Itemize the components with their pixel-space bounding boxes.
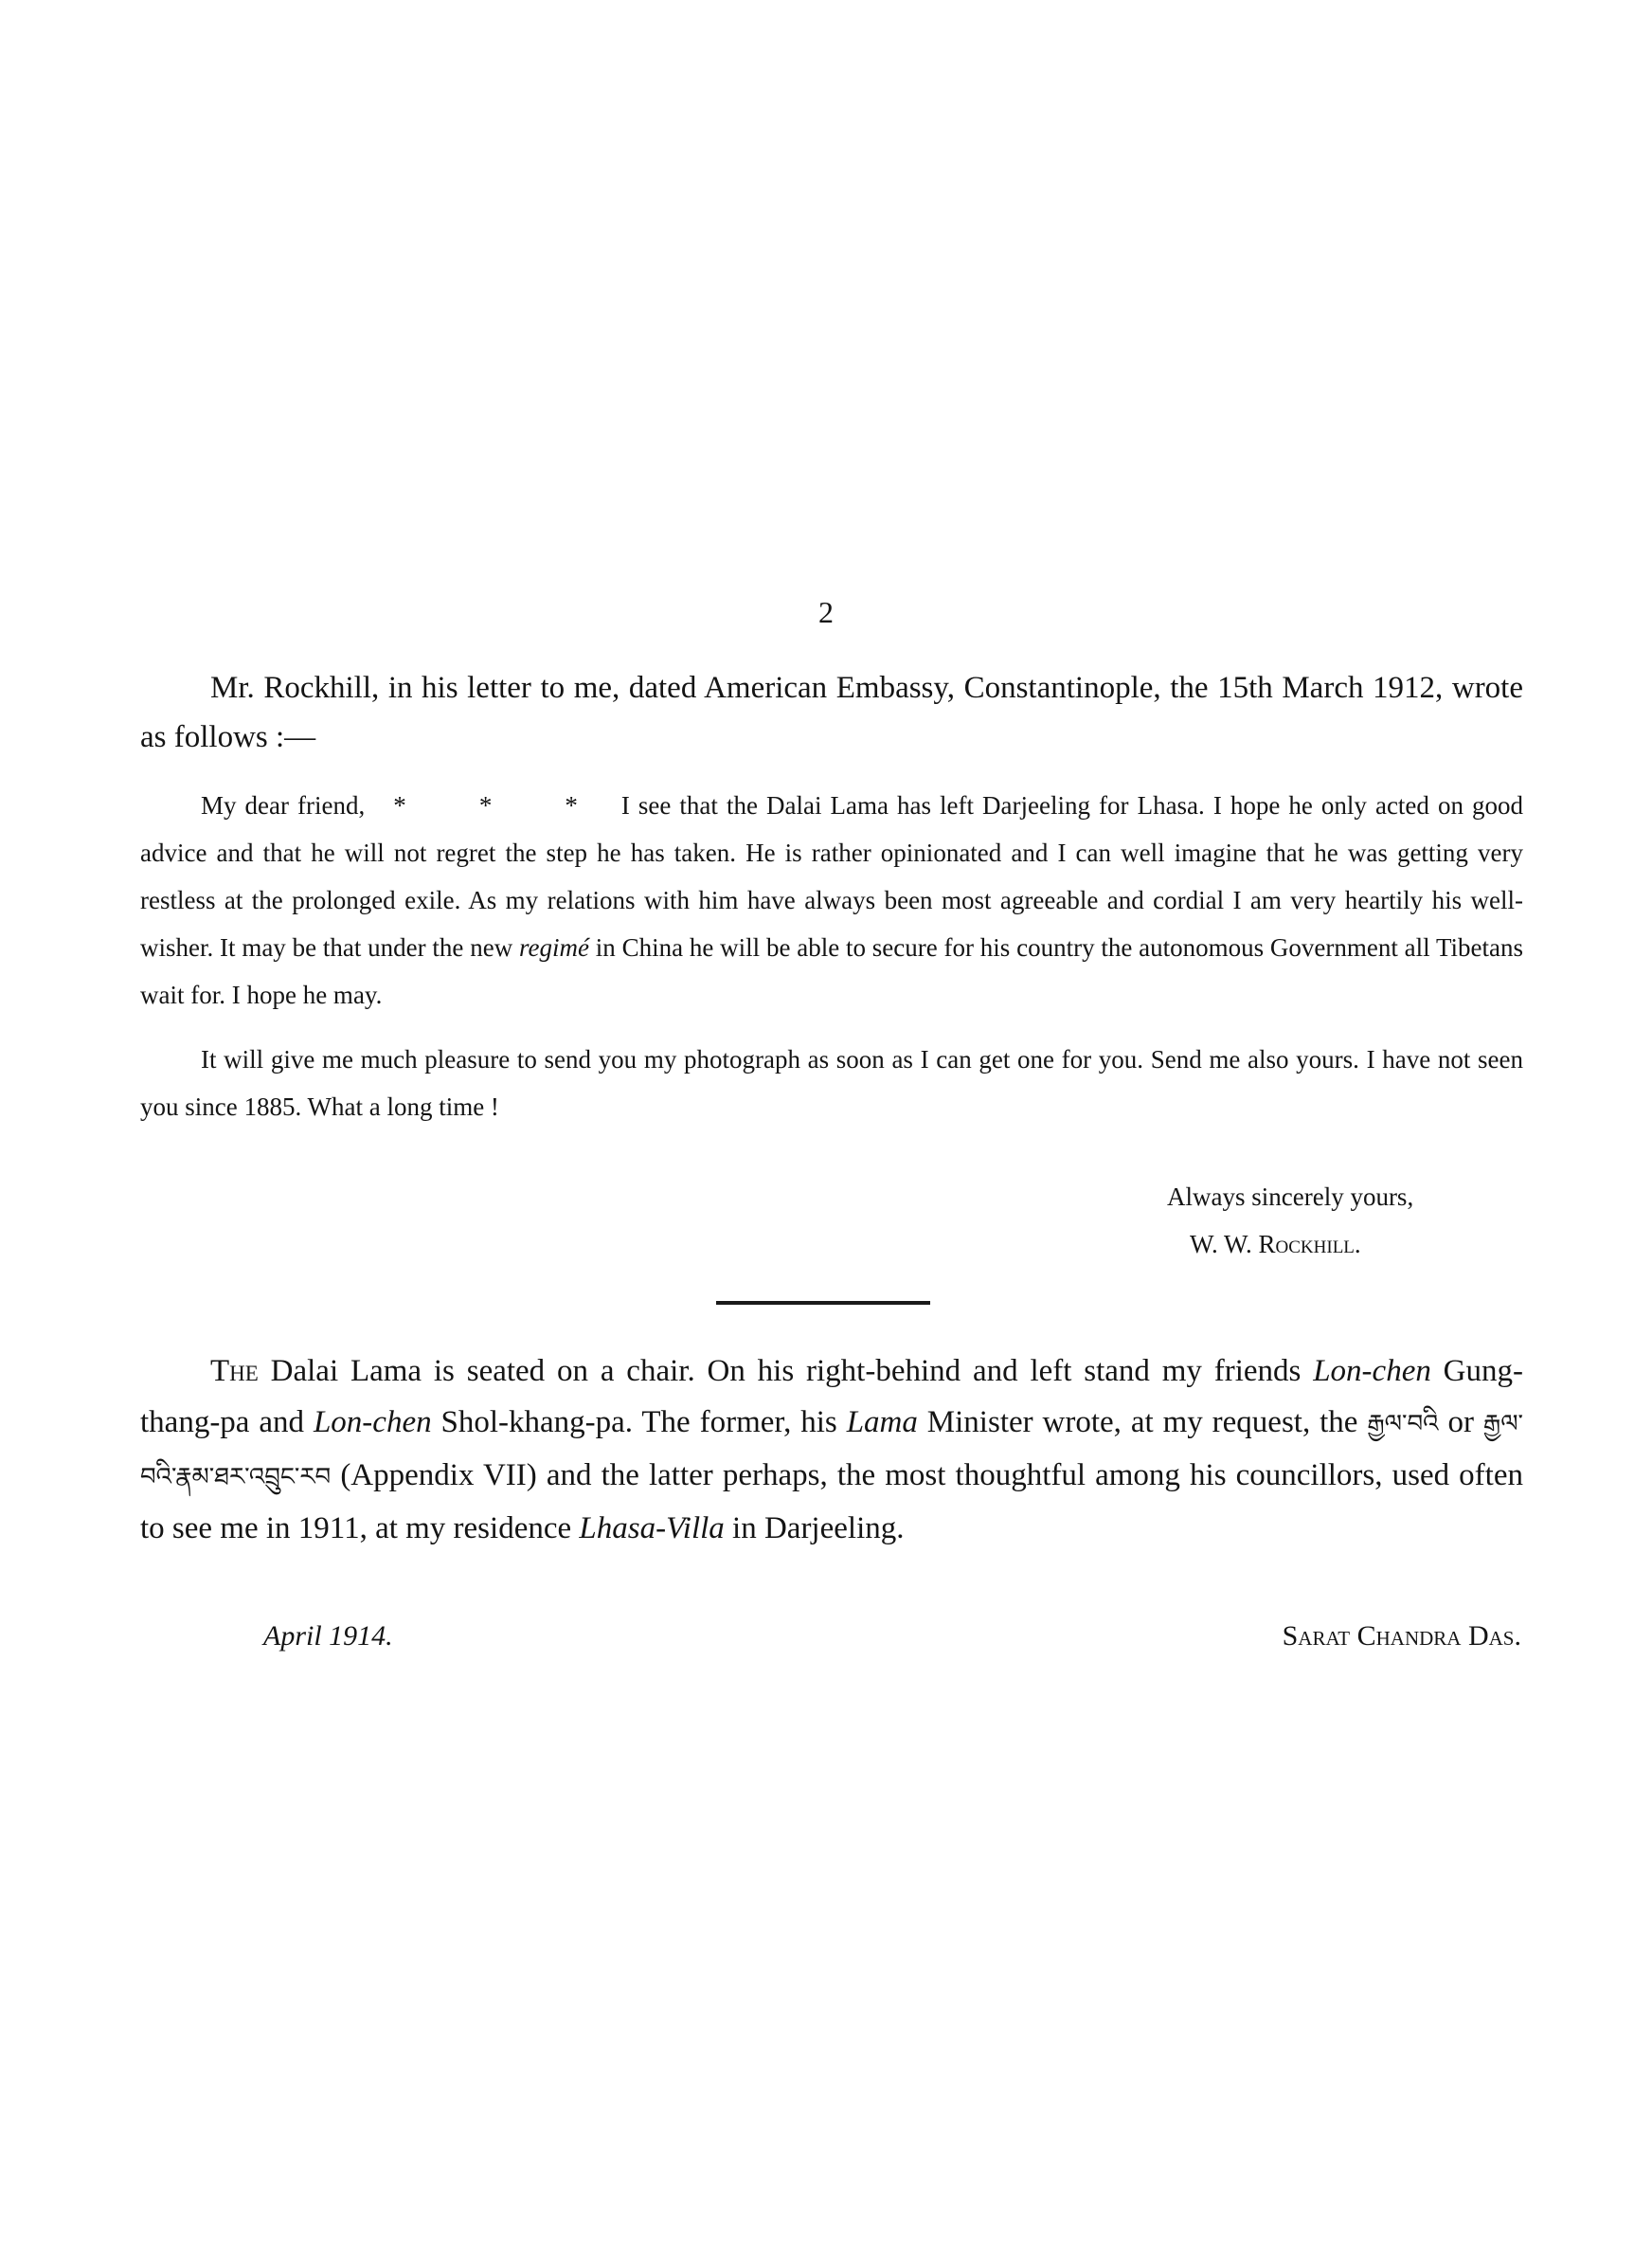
caption-text-5: or [1447,1405,1474,1439]
caption-lead: The [210,1354,259,1388]
caption-text-4: Minister wrote, at my request, the [926,1405,1358,1439]
caption-italic-1: Lon-chen [1313,1354,1431,1388]
letter-paragraph-1 [140,782,1523,1019]
letter-text-1b: in China he will be able to secure for his country the autonomous Government all Tibetans wait for. I hope he may. [140,933,1524,1009]
caption-text-1: Dalai Lama is seated on a chair. On his right-behind and left stand my friends [270,1354,1302,1388]
tibetan-text-1: རྒྱལ་བའི [1367,1410,1439,1438]
photo-caption-paragraph [140,1345,1523,1554]
caption-text-2: Gung-thang-pa and [140,1354,1523,1439]
letter-closing [1167,1173,1413,1268]
letter-signature: W. W. Rockhill. [1190,1230,1361,1258]
date-line: April 1914. [263,1620,393,1652]
ellipsis-stars: * * * [393,791,610,820]
caption-text-7: in Darjeeling. [732,1511,905,1545]
closing-phrase: Always sincerely yours, [1167,1183,1414,1211]
section-divider [716,1301,930,1305]
page-number: 2 [818,595,834,629]
tibetan-text-2: རྒྱལ་བའི་རྣམ་ཐར་འབྲུང་རབ [140,1410,1524,1491]
caption-italic-4: Lhasa-Villa [579,1511,725,1545]
letter-paragraph-2: It will give me much pleasure to send you my photograph as soon as I can get one for you. Send me also yours. I have not seen you since 1885. What a long time ! [140,1045,1523,1121]
letter-italic-regime: regimé [519,933,589,962]
caption-text-6: (Appendix VII) and the latter perhaps, the most thoughtful among his councillors, used often to see me in 1911, at my residence [140,1458,1523,1545]
letter-text-1a: I see that the Dalai Lama has left Darjeeling for Lhasa. I hope he only acted on good advice and that he will not regret the step he has taken. He is rather opinionated and I can well imagine that he was getting very restless at the prolonged exile. As my relations with him have always been most agreeable and cordial I am very heartily his well-wisher. It may be that under the new [140,791,1524,962]
author-signature: Sarat Chandra Das. [1282,1620,1521,1652]
caption-italic-3: Lama [846,1405,918,1439]
caption-text-3: Shol-khang-pa. The former, his [440,1405,837,1439]
quoted-letter [140,782,1523,1147]
intro-paragraph: Mr. Rockhill, in his letter to me, dated American Embassy, Constantinople, the 15th March 1912, wrote as follows :— [140,671,1523,754]
caption-italic-2: Lon-chen [313,1405,432,1439]
letter-salutation: My dear friend, [201,791,366,820]
